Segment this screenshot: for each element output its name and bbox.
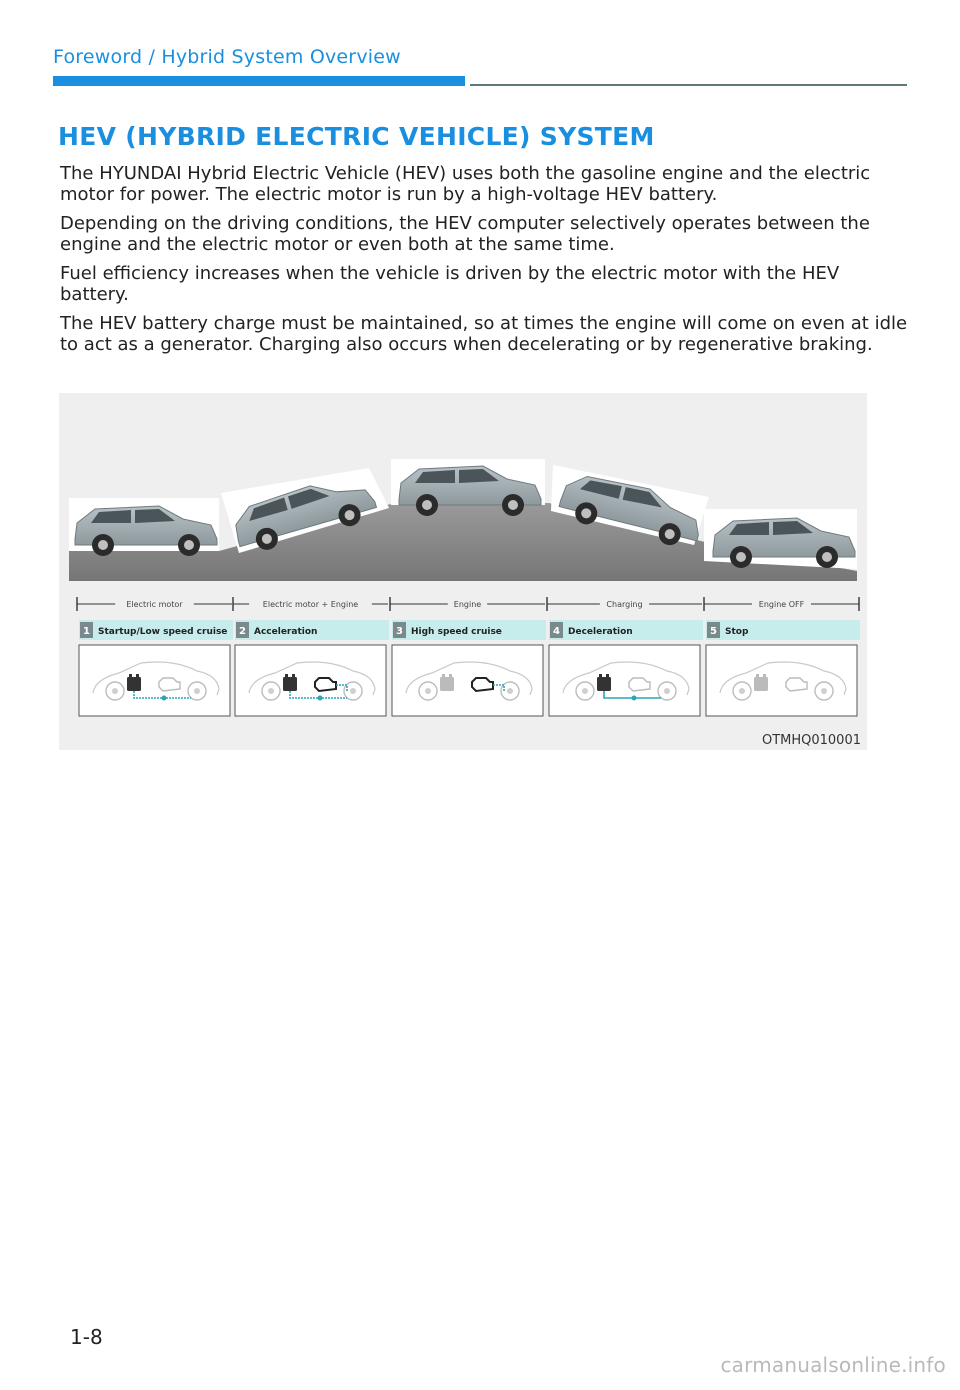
step-number: 3 (396, 626, 403, 637)
step-number: 5 (710, 626, 717, 637)
powerflow-diagram (706, 645, 857, 716)
step-number: 1 (83, 626, 90, 637)
powerflow-diagram (392, 645, 543, 716)
header-rule-blue (53, 76, 465, 86)
section-title: HEV (HYBRID ELECTRIC VEHICLE) SYSTEM (58, 122, 655, 151)
body-text (60, 163, 910, 363)
battery-icon (597, 677, 611, 691)
step-number: 4 (553, 626, 560, 637)
page-number: 1-8 (70, 1325, 103, 1349)
stage-4 (547, 597, 703, 716)
powerflow-diagram (235, 645, 386, 716)
watermark: carmanualsonline.info (720, 1353, 946, 1377)
stage-1 (77, 597, 233, 716)
stage-5 (704, 597, 860, 716)
paragraph: Fuel efficiency increases when the vehicle is driven by the electric motor with the HEV battery. (60, 263, 840, 305)
powerflow-diagram (549, 645, 700, 716)
step-number: 2 (239, 626, 246, 637)
hev-operation-figure (59, 393, 867, 750)
battery-icon (283, 677, 297, 691)
step-label: Stop (725, 627, 749, 637)
hev-operation-illustration (59, 393, 867, 750)
step-label: Deceleration (568, 627, 633, 637)
mode-label: Engine OFF (758, 600, 805, 609)
paragraph: The HEV battery charge must be maintained, so at times the engine will come on even at idle to act as a generator. Charging also occurs when decelerating or by regenerative braking. (60, 313, 908, 355)
battery-icon (127, 677, 141, 691)
step-label: Acceleration (254, 627, 318, 637)
battery-icon (754, 677, 768, 691)
powerflow-diagram (79, 645, 230, 716)
header-rule-grey (470, 84, 907, 86)
step-label: Startup/Low speed cruise (98, 627, 228, 637)
stage-2 (233, 597, 389, 716)
step-label: High speed cruise (411, 627, 502, 637)
battery-icon (440, 677, 454, 691)
mode-label: Electric motor (126, 600, 183, 609)
mode-label: Charging (606, 600, 643, 609)
mode-label: Electric motor + Engine (262, 600, 359, 609)
paragraph: Depending on the driving conditions, the HEV computer selectively operates between the engine and the electric motor or even both at the same time. (60, 213, 870, 255)
figure-code: OTMHQ010001 (761, 733, 861, 748)
paragraph: The HYUNDAI Hybrid Electric Vehicle (HEV) uses both the gasoline engine and the electric motor for power. The electric motor is run by a high-voltage HEV battery. (60, 163, 871, 205)
stage-3 (390, 597, 546, 716)
breadcrumb: Foreword / Hybrid System Overview (53, 46, 401, 68)
mode-label: Engine (453, 600, 482, 609)
